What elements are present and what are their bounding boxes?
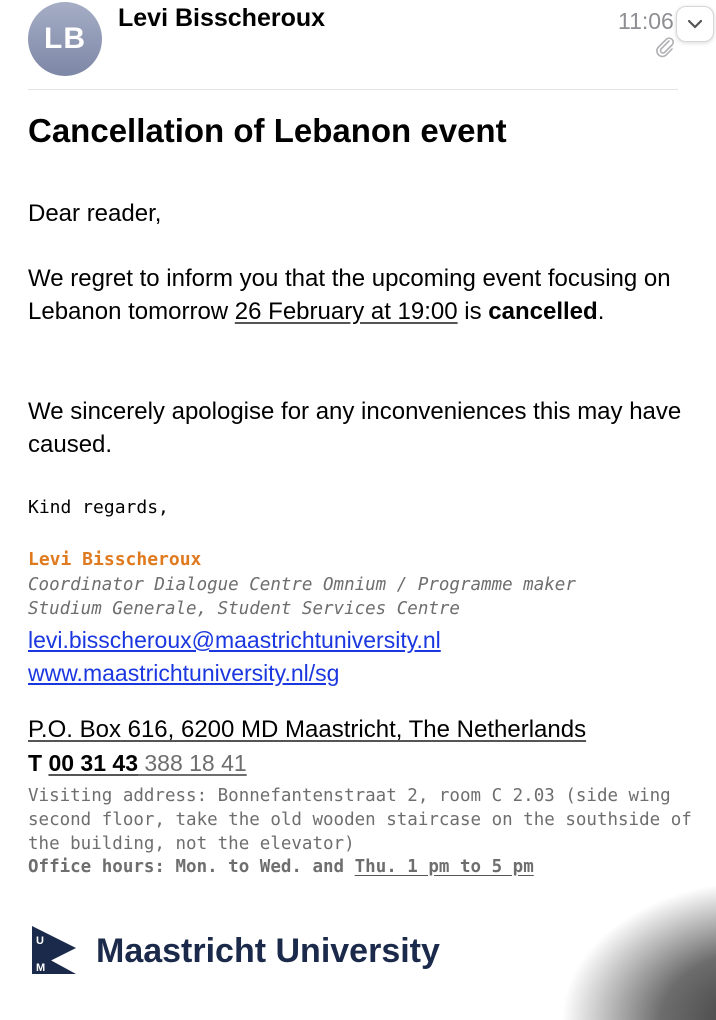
office-hours-time-link[interactable]: Thu. 1 pm to 5 pm — [354, 857, 534, 877]
university-logo-text: Maastricht University — [96, 932, 440, 970]
body-text: is — [457, 298, 489, 325]
email-subject: Cancellation of Lebanon event — [28, 112, 507, 149]
maastricht-university-logo-icon — [30, 924, 78, 981]
body-paragraph-2: We sincerely apologise for any inconveniences this may have caused. — [28, 398, 682, 458]
attachment-clip-icon — [654, 36, 676, 63]
chevron-down-icon — [687, 19, 703, 29]
office-hours — [28, 857, 534, 877]
logo-letter: U — [36, 935, 44, 947]
avatar-initials: LB — [44, 22, 86, 55]
phone-prefix: T — [28, 750, 49, 776]
body-text: We regret to inform you that the upcoming event focusing on Lebanon tomorrow — [28, 265, 671, 325]
body-text: . — [597, 298, 605, 325]
body-paragraph-1 — [28, 262, 708, 328]
signature-name: Levi Bisscheroux — [28, 549, 202, 570]
sender-avatar[interactable] — [28, 2, 102, 76]
greeting: Dear reader, — [28, 200, 162, 227]
postal-address-link[interactable]: P.O. Box 616, 6200 MD Maastricht, The Netherlands — [28, 716, 587, 743]
closing-regards: Kind regards, — [28, 497, 169, 518]
visiting-address: Visiting address: Bonnefantenstraat 2, room C 2.03 (side wing second floor, take the old wooden staircase on the southside of the building, not the elevator) — [28, 786, 692, 854]
header-divider — [28, 89, 678, 90]
cancelled-text: cancelled — [488, 298, 598, 325]
corner-shadow — [560, 880, 716, 1020]
event-date-link[interactable]: 26 February at 19:00 — [234, 298, 458, 325]
logo-letter: M — [36, 962, 46, 974]
phone-area-code[interactable]: 00 31 43 — [48, 750, 138, 776]
sender-name[interactable]: Levi Bisscheroux — [118, 4, 326, 32]
phone-local-number[interactable]: 388 18 41 — [137, 750, 247, 776]
phone-number[interactable] — [28, 750, 247, 777]
signature-role-line: Studium Generale, Student Services Centre — [28, 599, 460, 619]
office-hours-label: Office hours: Mon. to Wed. and — [28, 857, 355, 877]
signature-email-link[interactable]: levi.bisscheroux@maastrichtuniversity.nl — [28, 627, 441, 653]
received-time: 11:06 — [618, 8, 674, 34]
expand-details-button[interactable] — [676, 6, 714, 42]
signature-website-link[interactable]: www.maastrichtuniversity.nl/sg — [28, 660, 340, 686]
signature-role-line: Coordinator Dialogue Centre Omnium / Programme maker — [28, 575, 576, 595]
